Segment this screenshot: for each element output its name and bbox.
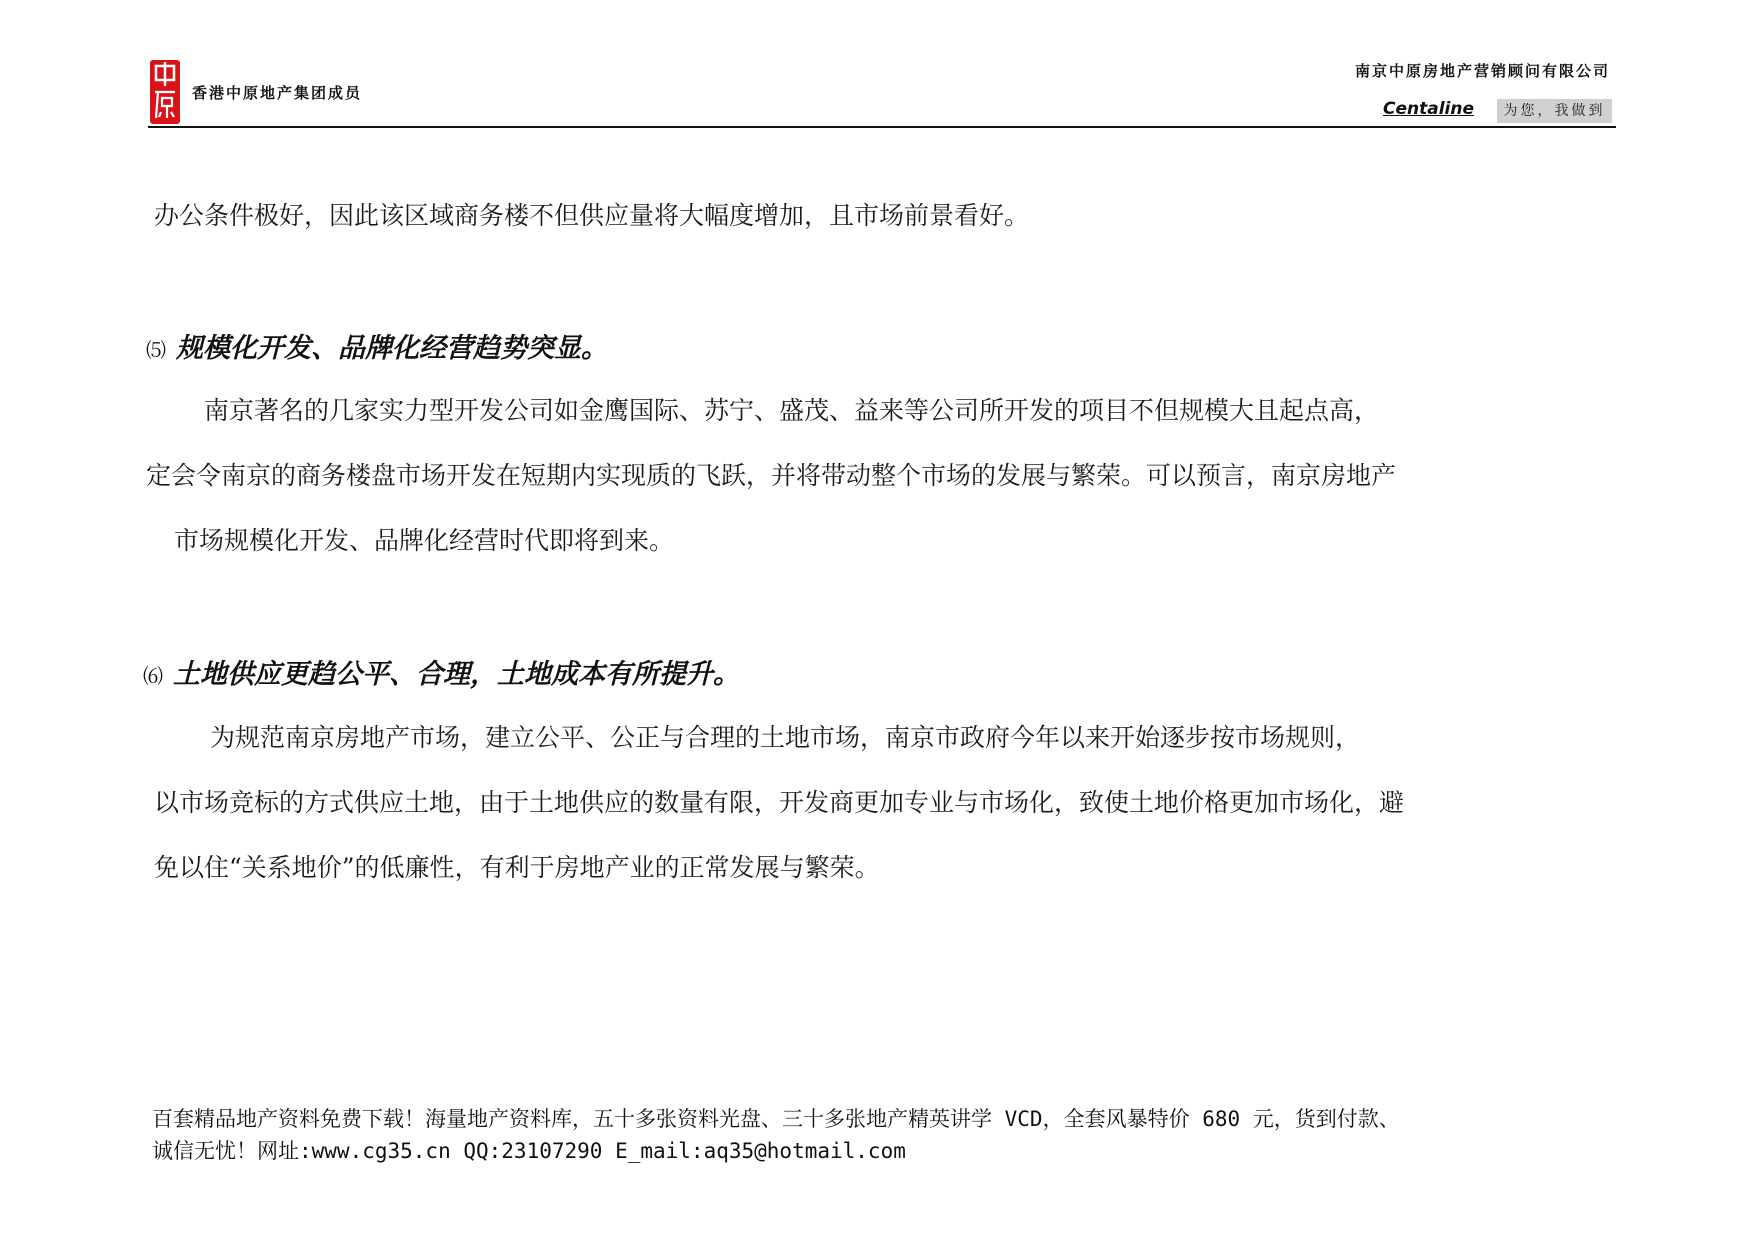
footer-ad-line-1: 百套精品地产资料免费下载！海量地产资料库，五十多张资料光盘、三十多张地产精英讲学 VCD，全套风暴特价 680 元，货到付款、 (152, 1107, 1400, 1131)
brand-name: Centaline (1383, 99, 1474, 119)
group-member-label: 香港中原地产集团成员 (192, 84, 363, 102)
section-5-line-2: 定会令南京的商务楼盘市场开发在短期内实现质的飞跃，并将带动整个市场的发展与繁荣。可以预言，南京房地产 (146, 461, 1397, 490)
section-6-line-2: 以市场竞标的方式供应土地，由于土地供应的数量有限，开发商更加专业与市场化，致使土地价格更加市场化，避 (154, 788, 1405, 817)
section-6-title: 土地供应更趋公平、合理，土地成本有所提升。 (173, 659, 740, 690)
section-5-title: 规模化开发、品牌化经营趋势突显。 (176, 333, 608, 364)
centaline-logo (150, 60, 180, 124)
section-6-line-1: 为规范南京房地产市场，建立公平、公正与合理的土地市场，南京市政府今年以来开始逐步按市场规则， (210, 723, 1361, 752)
paragraph-continuation: 办公条件极好，因此该区域商务楼不但供应量将大幅度增加，且市场前景看好。 (154, 201, 1030, 230)
header-divider (148, 126, 1616, 128)
footer-ad-line-2: 诚信无忧！网址:www.cg35.cn QQ:23107290 E_mail:aq35@hotmail.com (152, 1139, 906, 1163)
section-5-number: ⑸ (146, 338, 166, 362)
section-6-line-3: 免以住“关系地价”的低廉性，有利于房地产业的正常发展与繁荣。 (154, 853, 880, 882)
section-6-number: ⑹ (143, 664, 163, 688)
section-5-heading (146, 326, 608, 365)
slogan: 为您，我做到 (1497, 99, 1612, 123)
section-5-line-3: 市场规模化开发、品牌化经营时代即将到来。 (174, 526, 675, 555)
section-5-line-1: 南京著名的几家实力型开发公司如金鹰国际、苏宁、盛茂、益来等公司所开发的项目不但规模大且起点高， (204, 396, 1380, 425)
company-name: 南京中原房地产营销顾问有限公司 (1354, 62, 1610, 80)
logo-icon (150, 60, 180, 124)
section-6-heading (143, 652, 740, 691)
